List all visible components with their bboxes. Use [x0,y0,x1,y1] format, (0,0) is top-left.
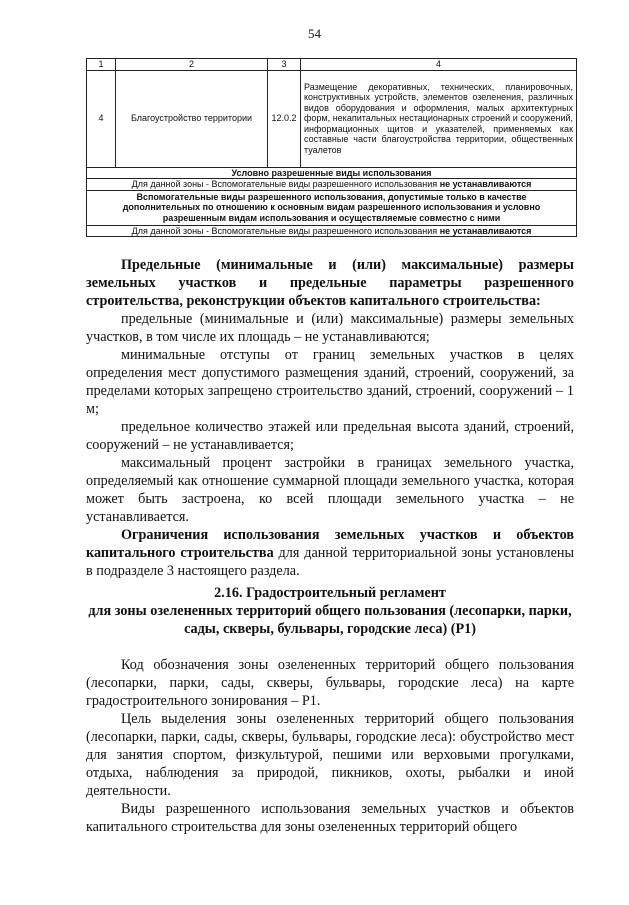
limits-heading-text: Предельные (минимальные и (или) максимальные) размеры земельных участков и предельные параметры разрешенного строительства, реконструкции объектов капитального строительства: [86,257,574,309]
table-row [87,225,577,237]
section-subtitle [86,602,574,638]
note-bold-text: не устанавливаются [439,225,532,236]
section-body [86,656,574,836]
table-row [87,70,577,167]
section-heading [86,584,574,638]
note-text: Для данной зоны - Вспомогательные виды разрешенного использования [131,225,440,236]
zone-code-paragraph: Код обозначения зоны озелененных территорий общего пользования (лесопарки, парки, сады, скверы, бульвары, городские леса) на карте градостроительного зонирования – Р1. [86,657,574,709]
page-number: 54 [308,26,321,41]
section-title-line2: для зоны озелененных территорий общего пользования (лесопарки, парки, сады, скверы, бульвары, городские леса) (Р1) [88,603,572,637]
header-cell: 2 [116,59,268,71]
limit-item: максимальный процент застройки в границах земельного участка, определяемый как отношение суммарной площади земельного участка, которая может быть застроена, ко всей площади земельного участка – не устанавливается. [86,455,574,525]
header-cell: 4 [301,59,577,71]
table-row [87,190,577,225]
restrictions-text: для данной территориальной зоны установлены в подразделе 3 настоящего раздела. [86,545,574,579]
use-type-description: Размещение декоративных, технических, планировочных, конструктивных устройств, элементов озеленения, различных видов оборудования и оформления, малых архитектурных форм, некапитальных нестационарных строений и сооружений, информационных щитов и указателей, применяемых как составные части благоустройства территории, общественных туалетов [301,70,577,167]
limit-item: минимальные отступы от границ земельных участков в целях определения мест допустимого размещения зданий, строений, сооружений, за пределами которых запрещено строительство зданий, строений, сооружений – 1 м; [86,347,574,417]
limit-item: предельные (минимальные и (или) максимальные) размеры земельных участков, в том числе их площадь – не устанавливаются; [86,311,574,345]
conditional-uses-title: Условно разрешенные виды использования [87,167,577,179]
section-title [86,584,574,602]
limit-item: предельное количество этажей или предельная высота зданий, строений, сооружений – не устанавливается; [86,419,574,453]
section-title-line1: 2.16. Градостроительный регламент [214,585,446,601]
land-use-table [86,58,577,237]
restrictions-bold: Ограничения использования земельных участков и объектов капитального строительства [86,527,574,561]
table-row [87,167,577,179]
use-type-name: Благоустройство территории [116,70,268,167]
restrictions-paragraph [86,526,574,580]
table-row [87,179,577,191]
header-cell: 3 [268,59,301,71]
row-number: 4 [87,70,116,167]
header-cell: 1 [87,59,116,71]
limits-section [86,256,574,580]
limits-heading [86,256,574,310]
auxiliary-uses-note [87,225,577,237]
zone-uses-paragraph: Виды разрешенного использования земельных участков и объектов капитального строительства для зоны озелененных территорий общего [86,801,574,835]
conditional-uses-note [87,179,577,191]
auxiliary-uses-title: Вспомогательные виды разрешенного использования, допустимые только в качестве дополнительных по отношению к основным видам разрешенного использования и условно разрешенным видам использования и осуществляемые совместно с ними [87,190,577,225]
zone-purpose-paragraph: Цель выделения зоны озелененных территорий общего пользования (лесопарки, парки, сады, скверы, бульвары, городские леса): обустройство мест для занятия спортом, физкультурой, пешими или верховыми прогулками, отдыха, наблюдения за природой, пикников, охоты, рыбалки и иной деятельности. [86,711,574,799]
note-text: Для данной зоны - Вспомогательные виды разрешенного использования [131,179,440,190]
use-type-code: 12.0.2 [268,70,301,167]
note-bold-text: не устанавливаются [439,179,532,190]
table-header-row [87,59,577,71]
